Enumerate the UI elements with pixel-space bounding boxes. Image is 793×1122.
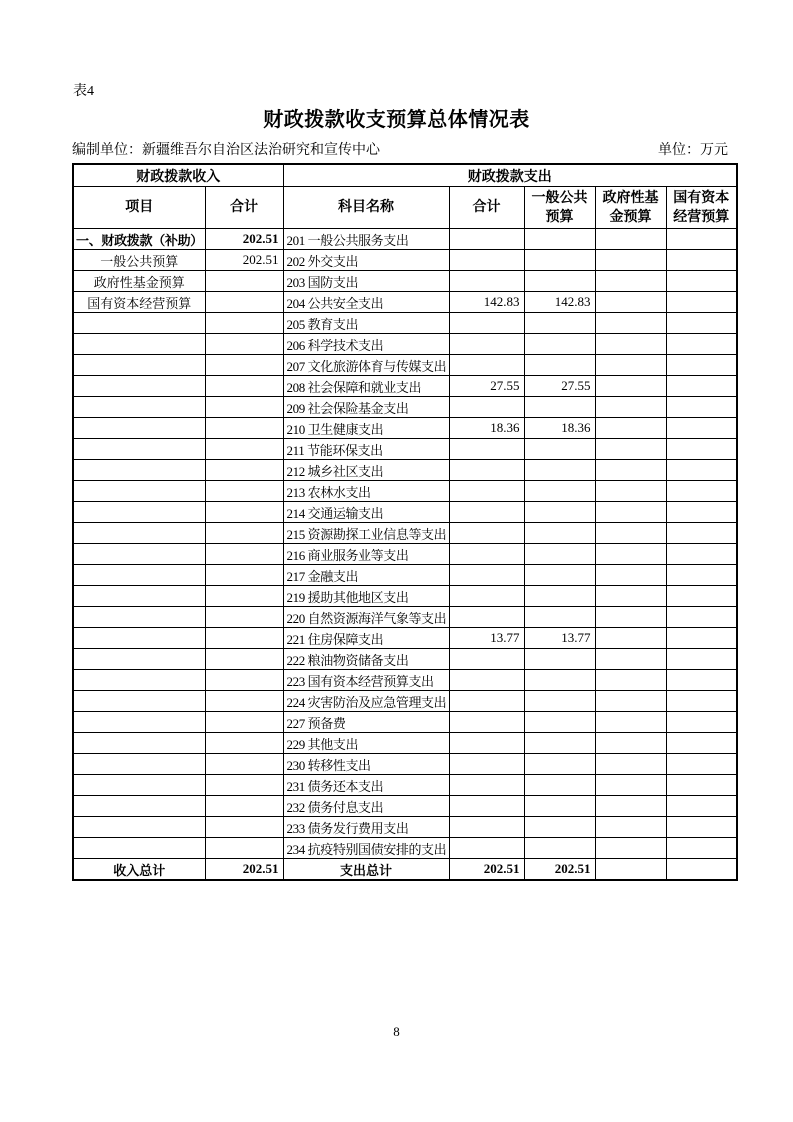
income-item-cell bbox=[73, 775, 205, 796]
subject-name-cell: 215 资源勘探工业信息等支出 bbox=[283, 523, 449, 544]
subject-name-cell: 221 住房保障支出 bbox=[283, 628, 449, 649]
subject-name-cell: 210 卫生健康支出 bbox=[283, 418, 449, 439]
income-total-cell: 202.51 bbox=[205, 859, 283, 881]
table-row bbox=[73, 460, 737, 481]
state-capital-cell bbox=[666, 229, 737, 250]
expense-total-cell: 202.51 bbox=[449, 859, 524, 881]
gov-fund-cell bbox=[595, 817, 666, 838]
expense-total-cell bbox=[449, 229, 524, 250]
general-budget-cell bbox=[524, 355, 595, 376]
subject-name-cell: 209 社会保险基金支出 bbox=[283, 397, 449, 418]
state-capital-cell bbox=[666, 733, 737, 754]
income-total-cell bbox=[205, 670, 283, 691]
gov-fund-cell bbox=[595, 838, 666, 859]
gov-fund-cell bbox=[595, 502, 666, 523]
income-item-cell bbox=[73, 754, 205, 775]
table-row bbox=[73, 355, 737, 376]
income-total-cell bbox=[205, 712, 283, 733]
table-row bbox=[73, 817, 737, 838]
general-budget-cell bbox=[524, 838, 595, 859]
income-item-cell bbox=[73, 838, 205, 859]
state-capital-cell bbox=[666, 397, 737, 418]
prepared-by-label: 编制单位：新疆维吾尔自治区法治研究和宣传中心 bbox=[72, 143, 380, 158]
page-title: 财政拨款收支预算总体情况表 bbox=[263, 109, 530, 131]
general-budget-cell bbox=[524, 544, 595, 565]
table-row bbox=[73, 250, 737, 271]
gov-fund-cell bbox=[595, 544, 666, 565]
income-total-cell bbox=[205, 397, 283, 418]
income-total-cell bbox=[205, 817, 283, 838]
income-total-cell bbox=[205, 775, 283, 796]
subject-name-cell: 214 交通运输支出 bbox=[283, 502, 449, 523]
table-row bbox=[73, 502, 737, 523]
table-row bbox=[73, 628, 737, 649]
table-row bbox=[73, 649, 737, 670]
gov-fund-cell bbox=[595, 376, 666, 397]
expense-total-cell bbox=[449, 712, 524, 733]
expense-total-cell bbox=[449, 481, 524, 502]
subject-name-cell: 202 外交支出 bbox=[283, 250, 449, 271]
expense-total-cell bbox=[449, 439, 524, 460]
gov-fund-cell bbox=[595, 565, 666, 586]
expense-total-cell bbox=[449, 691, 524, 712]
state-capital-cell bbox=[666, 586, 737, 607]
subject-name-cell: 213 农林水支出 bbox=[283, 481, 449, 502]
income-item-cell: 一般公共预算 bbox=[73, 250, 205, 271]
subject-name-cell: 206 科学技术支出 bbox=[283, 334, 449, 355]
subject-name-cell: 230 转移性支出 bbox=[283, 754, 449, 775]
income-total-cell bbox=[205, 628, 283, 649]
col-header-expense-total: 合计 bbox=[449, 187, 524, 229]
income-item-cell bbox=[73, 460, 205, 481]
state-capital-cell bbox=[666, 292, 737, 313]
income-item-cell bbox=[73, 502, 205, 523]
subject-name-cell: 207 文化旅游体育与传媒支出 bbox=[283, 355, 449, 376]
table-row bbox=[73, 586, 737, 607]
general-budget-cell bbox=[524, 502, 595, 523]
col-header-state-capital-budget: 国有资本经营预算 bbox=[666, 187, 737, 229]
income-item-cell bbox=[73, 439, 205, 460]
general-budget-cell bbox=[524, 817, 595, 838]
general-budget-cell: 202.51 bbox=[524, 859, 595, 881]
state-capital-cell bbox=[666, 775, 737, 796]
state-capital-cell bbox=[666, 313, 737, 334]
group-header-row bbox=[73, 164, 737, 187]
general-budget-cell bbox=[524, 250, 595, 271]
gov-fund-cell bbox=[595, 334, 666, 355]
income-item-cell bbox=[73, 670, 205, 691]
income-item-cell bbox=[73, 376, 205, 397]
state-capital-cell bbox=[666, 418, 737, 439]
state-capital-cell bbox=[666, 649, 737, 670]
state-capital-cell bbox=[666, 712, 737, 733]
table-row bbox=[73, 418, 737, 439]
income-total-cell bbox=[205, 523, 283, 544]
income-item-cell: 收入总计 bbox=[73, 859, 205, 881]
income-total-cell bbox=[205, 649, 283, 670]
income-item-cell bbox=[73, 565, 205, 586]
subject-name-cell: 205 教育支出 bbox=[283, 313, 449, 334]
expense-total-cell: 13.77 bbox=[449, 628, 524, 649]
income-total-cell: 202.51 bbox=[205, 229, 283, 250]
gov-fund-cell bbox=[595, 271, 666, 292]
expense-total-cell bbox=[449, 838, 524, 859]
expense-total-cell bbox=[449, 313, 524, 334]
general-budget-cell: 142.83 bbox=[524, 292, 595, 313]
gov-fund-cell bbox=[595, 292, 666, 313]
subject-name-cell: 220 自然资源海洋气象等支出 bbox=[283, 607, 449, 628]
gov-fund-cell bbox=[595, 313, 666, 334]
general-budget-cell bbox=[524, 334, 595, 355]
table-row bbox=[73, 313, 737, 334]
state-capital-cell bbox=[666, 250, 737, 271]
general-budget-cell bbox=[524, 796, 595, 817]
general-budget-cell bbox=[524, 712, 595, 733]
expense-total-cell bbox=[449, 607, 524, 628]
general-budget-cell bbox=[524, 523, 595, 544]
subject-name-cell: 201 一般公共服务支出 bbox=[283, 229, 449, 250]
col-header-income-total: 合计 bbox=[205, 187, 283, 229]
state-capital-cell bbox=[666, 544, 737, 565]
income-total-cell bbox=[205, 292, 283, 313]
income-total-cell bbox=[205, 313, 283, 334]
income-item-cell bbox=[73, 544, 205, 565]
table-row bbox=[73, 712, 737, 733]
expense-total-cell bbox=[449, 817, 524, 838]
gov-fund-cell bbox=[595, 439, 666, 460]
income-item-cell bbox=[73, 733, 205, 754]
income-item-cell bbox=[73, 712, 205, 733]
table-row bbox=[73, 607, 737, 628]
general-budget-cell bbox=[524, 565, 595, 586]
income-item-cell: 一、财政拨款（补助） bbox=[73, 229, 205, 250]
subject-name-cell: 217 金融支出 bbox=[283, 565, 449, 586]
general-budget-cell: 27.55 bbox=[524, 376, 595, 397]
state-capital-cell bbox=[666, 523, 737, 544]
income-item-cell bbox=[73, 313, 205, 334]
income-item-cell bbox=[73, 586, 205, 607]
expense-total-cell bbox=[449, 670, 524, 691]
income-total-cell bbox=[205, 481, 283, 502]
income-item-cell bbox=[73, 355, 205, 376]
subject-name-cell: 232 债务付息支出 bbox=[283, 796, 449, 817]
table-row bbox=[73, 544, 737, 565]
gov-fund-cell bbox=[595, 481, 666, 502]
state-capital-cell bbox=[666, 817, 737, 838]
state-capital-cell bbox=[666, 691, 737, 712]
general-budget-cell bbox=[524, 397, 595, 418]
income-total-cell bbox=[205, 838, 283, 859]
income-total-cell: 202.51 bbox=[205, 250, 283, 271]
unit-label: 单位：万元 bbox=[658, 143, 728, 158]
state-capital-cell bbox=[666, 565, 737, 586]
group-header-income: 财政拨款收入 bbox=[73, 164, 283, 187]
table-row bbox=[73, 775, 737, 796]
gov-fund-cell bbox=[595, 670, 666, 691]
subject-name-cell: 212 城乡社区支出 bbox=[283, 460, 449, 481]
table-row bbox=[73, 229, 737, 250]
subject-name-cell: 222 粮油物资储备支出 bbox=[283, 649, 449, 670]
income-item-cell: 政府性基金预算 bbox=[73, 271, 205, 292]
income-item-cell bbox=[73, 481, 205, 502]
subject-name-cell: 208 社会保障和就业支出 bbox=[283, 376, 449, 397]
table-row bbox=[73, 691, 737, 712]
general-budget-cell bbox=[524, 607, 595, 628]
general-budget-cell bbox=[524, 733, 595, 754]
income-total-cell bbox=[205, 376, 283, 397]
income-item-cell bbox=[73, 418, 205, 439]
subject-name-cell: 234 抗疫特别国债安排的支出 bbox=[283, 838, 449, 859]
gov-fund-cell bbox=[595, 229, 666, 250]
general-budget-cell bbox=[524, 775, 595, 796]
income-total-cell bbox=[205, 607, 283, 628]
table-row bbox=[73, 754, 737, 775]
table-number-label: 表4 bbox=[73, 84, 94, 99]
table-row bbox=[73, 733, 737, 754]
income-total-cell bbox=[205, 418, 283, 439]
income-total-cell bbox=[205, 355, 283, 376]
state-capital-cell bbox=[666, 838, 737, 859]
expense-total-cell bbox=[449, 523, 524, 544]
gov-fund-cell bbox=[595, 796, 666, 817]
income-total-cell bbox=[205, 460, 283, 481]
gov-fund-cell bbox=[595, 607, 666, 628]
state-capital-cell bbox=[666, 670, 737, 691]
gov-fund-cell bbox=[595, 733, 666, 754]
expense-total-cell bbox=[449, 754, 524, 775]
expense-total-cell bbox=[449, 796, 524, 817]
gov-fund-cell bbox=[595, 628, 666, 649]
gov-fund-cell bbox=[595, 649, 666, 670]
income-total-cell bbox=[205, 502, 283, 523]
gov-fund-cell bbox=[595, 754, 666, 775]
expense-total-cell bbox=[449, 586, 524, 607]
state-capital-cell bbox=[666, 796, 737, 817]
state-capital-cell bbox=[666, 502, 737, 523]
table-row bbox=[73, 397, 737, 418]
group-header-expense: 财政拨款支出 bbox=[283, 164, 737, 187]
table-row bbox=[73, 376, 737, 397]
income-total-cell bbox=[205, 733, 283, 754]
income-item-cell bbox=[73, 628, 205, 649]
general-budget-cell bbox=[524, 754, 595, 775]
table-row bbox=[73, 565, 737, 586]
gov-fund-cell bbox=[595, 523, 666, 544]
table-row bbox=[73, 838, 737, 859]
col-header-subject-name: 科目名称 bbox=[283, 187, 449, 229]
expense-total-cell bbox=[449, 775, 524, 796]
general-budget-cell bbox=[524, 229, 595, 250]
expense-total-cell bbox=[449, 649, 524, 670]
expense-total-cell bbox=[449, 250, 524, 271]
expense-total-cell bbox=[449, 334, 524, 355]
expense-total-cell bbox=[449, 565, 524, 586]
state-capital-cell bbox=[666, 355, 737, 376]
income-item-cell bbox=[73, 649, 205, 670]
general-budget-cell: 18.36 bbox=[524, 418, 595, 439]
income-total-cell bbox=[205, 439, 283, 460]
subject-name-cell: 219 援助其他地区支出 bbox=[283, 586, 449, 607]
subject-name-cell: 204 公共安全支出 bbox=[283, 292, 449, 313]
expense-total-cell: 18.36 bbox=[449, 418, 524, 439]
subject-name-cell: 233 债务发行费用支出 bbox=[283, 817, 449, 838]
gov-fund-cell bbox=[595, 418, 666, 439]
expense-total-cell: 27.55 bbox=[449, 376, 524, 397]
table-row bbox=[73, 796, 737, 817]
expense-total-cell bbox=[449, 460, 524, 481]
subject-name-cell: 224 灾害防治及应急管理支出 bbox=[283, 691, 449, 712]
col-header-item: 项目 bbox=[73, 187, 205, 229]
gov-fund-cell bbox=[595, 775, 666, 796]
table-row bbox=[73, 334, 737, 355]
gov-fund-cell bbox=[595, 586, 666, 607]
table-row bbox=[73, 481, 737, 502]
state-capital-cell bbox=[666, 460, 737, 481]
budget-table bbox=[72, 163, 738, 881]
income-total-cell bbox=[205, 691, 283, 712]
general-budget-cell bbox=[524, 586, 595, 607]
gov-fund-cell bbox=[595, 250, 666, 271]
table-row bbox=[73, 523, 737, 544]
gov-fund-cell bbox=[595, 355, 666, 376]
general-budget-cell bbox=[524, 670, 595, 691]
state-capital-cell bbox=[666, 439, 737, 460]
income-item-cell bbox=[73, 796, 205, 817]
subject-name-cell: 216 商业服务业等支出 bbox=[283, 544, 449, 565]
expense-total-cell bbox=[449, 544, 524, 565]
general-budget-cell bbox=[524, 649, 595, 670]
column-header-row bbox=[73, 187, 737, 229]
general-budget-cell bbox=[524, 271, 595, 292]
table-row bbox=[73, 292, 737, 313]
income-total-cell bbox=[205, 586, 283, 607]
expense-total-cell bbox=[449, 271, 524, 292]
expense-total-cell bbox=[449, 502, 524, 523]
subject-name-cell: 229 其他支出 bbox=[283, 733, 449, 754]
subject-name-cell: 227 预备费 bbox=[283, 712, 449, 733]
state-capital-cell bbox=[666, 628, 737, 649]
gov-fund-cell bbox=[595, 397, 666, 418]
total-row bbox=[73, 859, 737, 881]
table-row bbox=[73, 670, 737, 691]
income-item-cell bbox=[73, 523, 205, 544]
col-header-gov-fund-budget: 政府性基金预算 bbox=[595, 187, 666, 229]
income-item-cell bbox=[73, 817, 205, 838]
gov-fund-cell bbox=[595, 859, 666, 881]
gov-fund-cell bbox=[595, 460, 666, 481]
general-budget-cell bbox=[524, 313, 595, 334]
general-budget-cell: 13.77 bbox=[524, 628, 595, 649]
expense-total-cell bbox=[449, 733, 524, 754]
income-total-cell bbox=[205, 565, 283, 586]
general-budget-cell bbox=[524, 439, 595, 460]
income-total-cell bbox=[205, 544, 283, 565]
col-header-general-budget: 一般公共预算 bbox=[524, 187, 595, 229]
expense-total-cell bbox=[449, 397, 524, 418]
meta-row bbox=[72, 139, 728, 159]
gov-fund-cell bbox=[595, 712, 666, 733]
income-item-cell bbox=[73, 397, 205, 418]
income-item-cell bbox=[73, 691, 205, 712]
income-total-cell bbox=[205, 754, 283, 775]
general-budget-cell bbox=[524, 481, 595, 502]
subject-name-cell: 支出总计 bbox=[283, 859, 449, 881]
table-row bbox=[73, 271, 737, 292]
general-budget-cell bbox=[524, 691, 595, 712]
income-item-cell: 国有资本经营预算 bbox=[73, 292, 205, 313]
expense-total-cell bbox=[449, 355, 524, 376]
page-number: 8 bbox=[393, 1024, 400, 1039]
income-item-cell bbox=[73, 607, 205, 628]
subject-name-cell: 211 节能环保支出 bbox=[283, 439, 449, 460]
subject-name-cell: 223 国有资本经营预算支出 bbox=[283, 670, 449, 691]
state-capital-cell bbox=[666, 481, 737, 502]
income-total-cell bbox=[205, 796, 283, 817]
state-capital-cell bbox=[666, 271, 737, 292]
general-budget-cell bbox=[524, 460, 595, 481]
subject-name-cell: 231 债务还本支出 bbox=[283, 775, 449, 796]
income-total-cell bbox=[205, 334, 283, 355]
state-capital-cell bbox=[666, 334, 737, 355]
expense-total-cell: 142.83 bbox=[449, 292, 524, 313]
income-item-cell bbox=[73, 334, 205, 355]
state-capital-cell bbox=[666, 607, 737, 628]
state-capital-cell bbox=[666, 859, 737, 881]
state-capital-cell bbox=[666, 376, 737, 397]
table-row bbox=[73, 439, 737, 460]
income-total-cell bbox=[205, 271, 283, 292]
subject-name-cell: 203 国防支出 bbox=[283, 271, 449, 292]
state-capital-cell bbox=[666, 754, 737, 775]
gov-fund-cell bbox=[595, 691, 666, 712]
